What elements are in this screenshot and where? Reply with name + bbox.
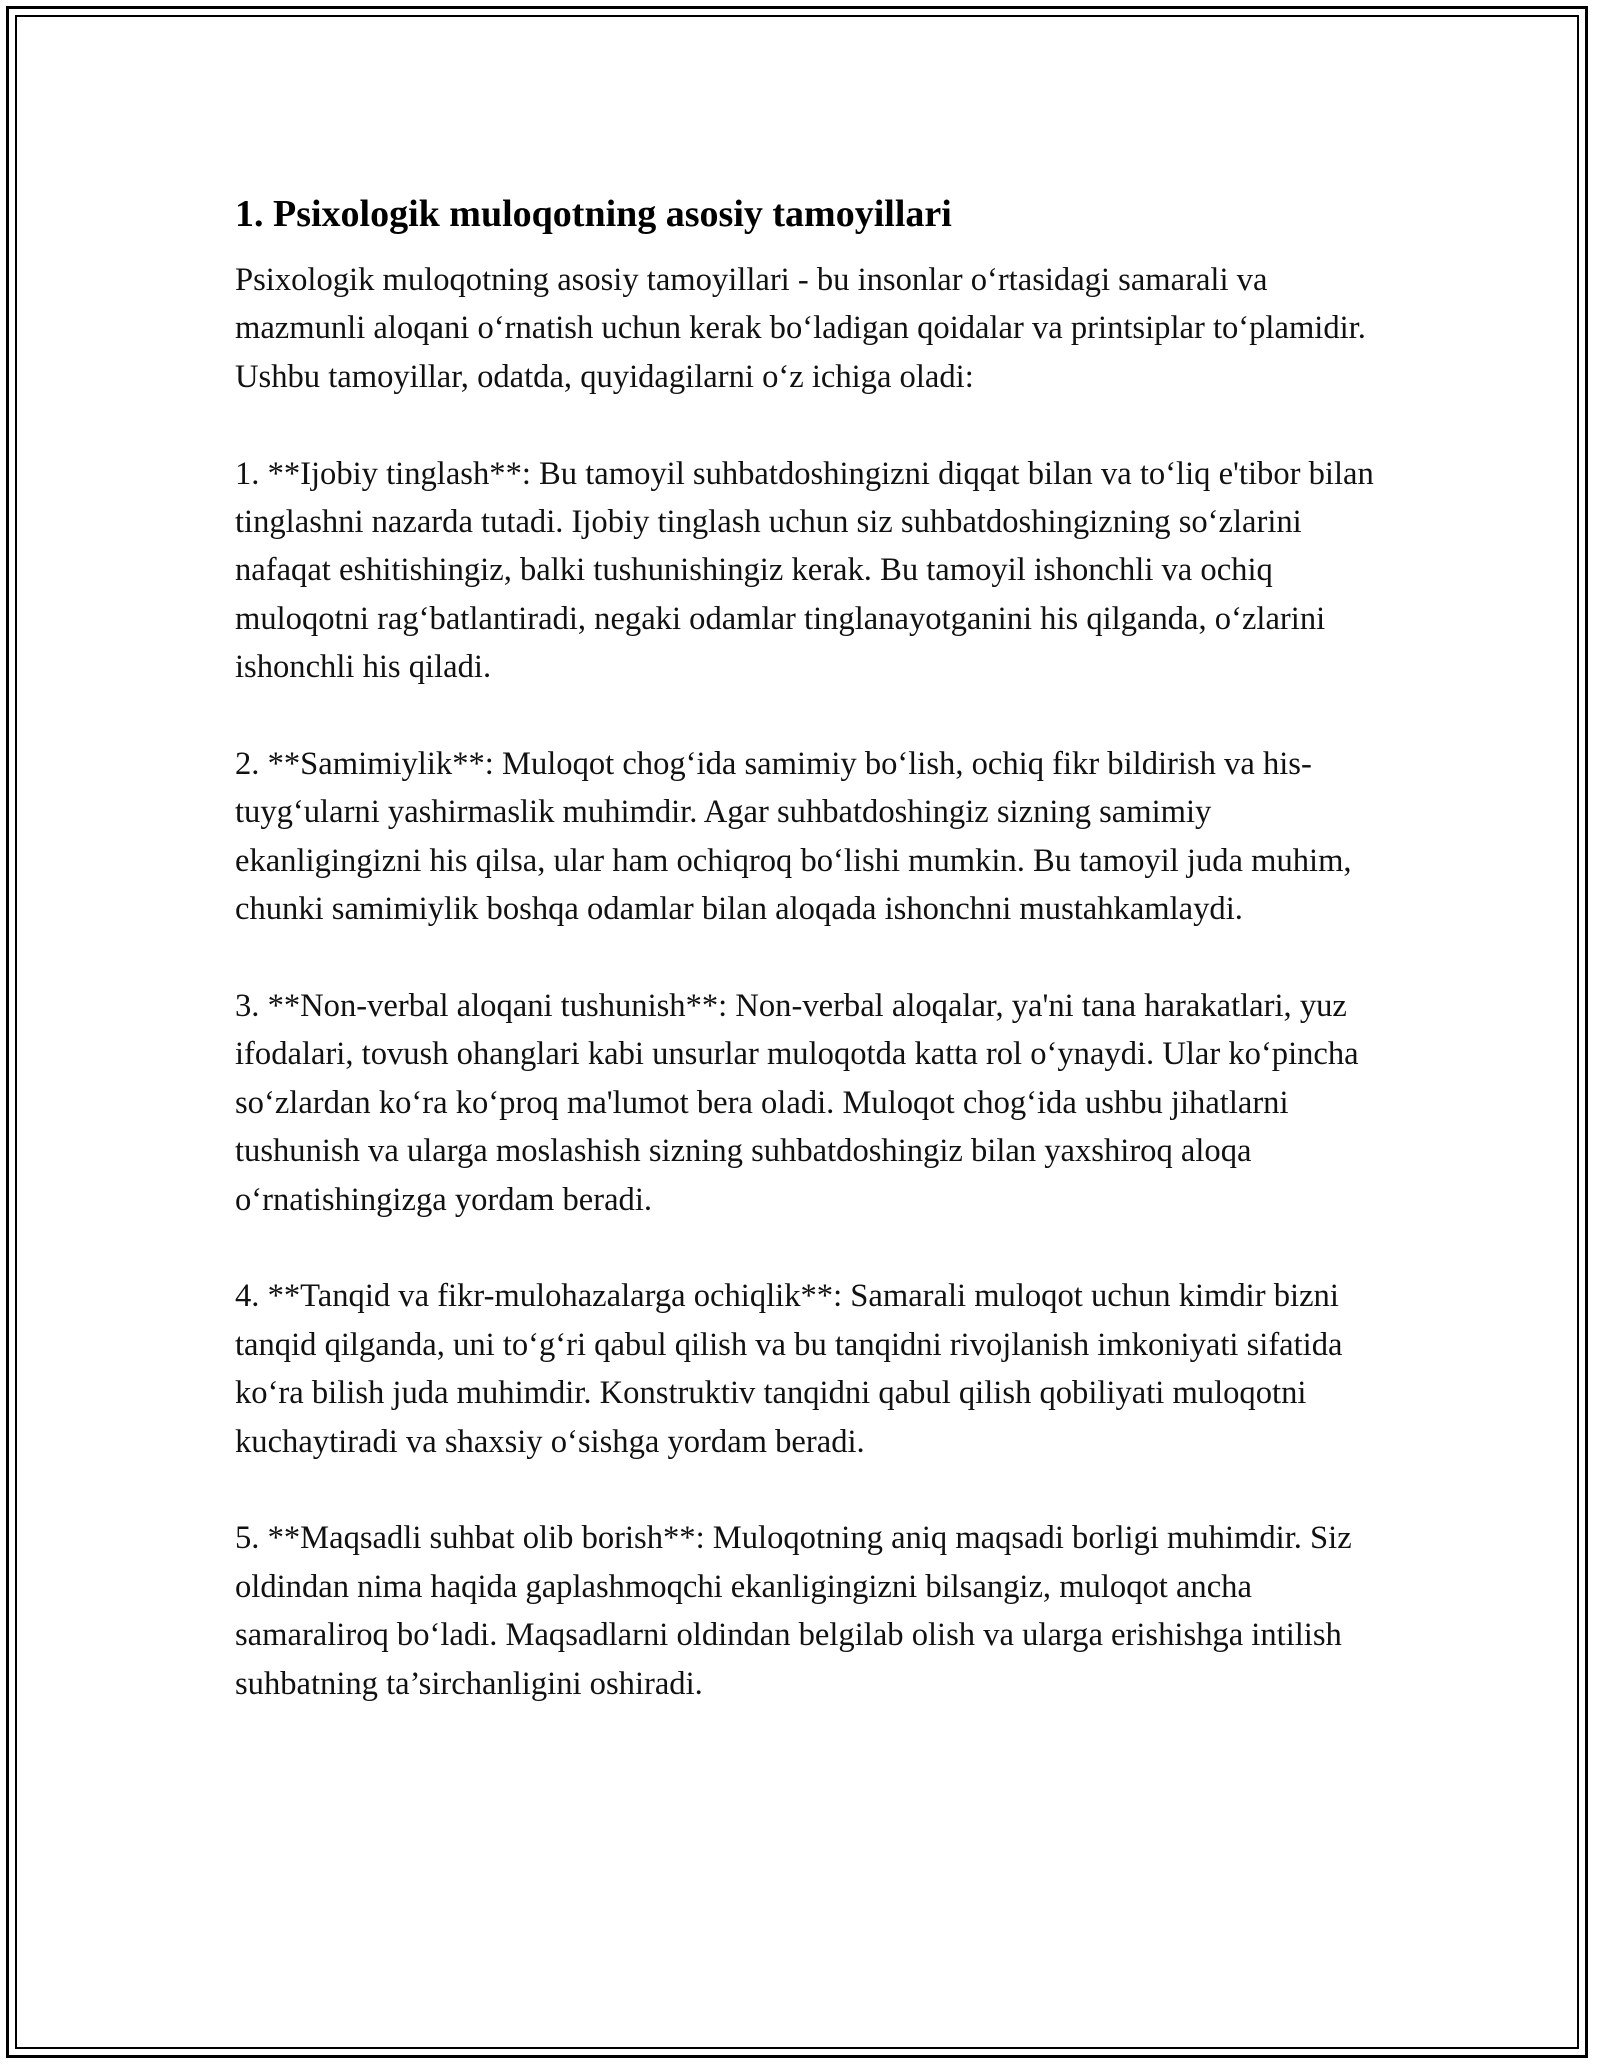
document-content <box>235 186 1385 1708</box>
principle-paragraph-3: 3. **Non-verbal aloqani tushunish**: Non-verbal aloqalar, ya'ni tana harakatlari, yuz ifodalari, tovush ohanglari kabi unsurlar muloqotda katta rol o‘ynaydi. Ular ko‘pincha so‘zlardan ko‘ra ko‘proq ma'lumot bera oladi. Muloqot chog‘ida ushbu jihatlarni tushunish va ularga moslashish sizning suhbatdoshingiz bilan yaxshiroq aloqa o‘rnatishingizga yordam beradi. <box>235 988 1359 1218</box>
principle-paragraph-4: 4. **Tanqid va fikr-mulohazalarga ochiqlik**: Samarali muloqot uchun kimdir bizni tanqid qilganda, uni to‘g‘ri qabul qilish va bu tanqidni rivojlanish imkoniyati sifatida ko‘ra bilish juda muhimdir. Konstruktiv tanqidni qabul qilish qobiliyati muloqotni kuchaytiradi va shaxsiy o‘sishga yordam beradi. <box>235 1278 1343 1460</box>
principle-paragraph-5: 5. **Maqsadli suhbat olib borish**: Muloqotning aniq maqsadi borligi muhimdir. Siz oldindan nima haqida gaplashmoqchi ekanligingizni bilsangiz, muloqot ancha samaraliroq bo‘ladi. Maqsadlarni oldindan belgilab olish va ularga erishishga intilish suhbatning ta’sirchanligini oshiradi. <box>235 1520 1352 1702</box>
principle-paragraph-1: 1. **Ijobiy tinglash**: Bu tamoyil suhbatdoshingizni diqqat bilan va to‘liq e'tibor bilan tinglashni nazarda tutadi. Ijobiy tinglash uchun siz suhbatdoshingizning so‘zlarini nafaqat eshitishingiz, balki tushunishingiz kerak. Bu tamoyil ishonchli va ochiq muloqotni rag‘batlantiradi, negaki odamlar tinglanayotganini his qilganda, o‘zlarini ishonchli his qiladi. <box>235 455 1374 686</box>
intro-paragraph: Psixologik muloqotning asosiy tamoyillari - bu insonlar o‘rtasidagi samarali va mazmunli aloqani o‘rnatish uchun kerak bo‘ladigan qoidalar va printsiplar to‘plamidir. Ushbu tamoyillar, odatda, quyidagilarni o‘z ichiga oladi: <box>235 262 1366 395</box>
section-heading: 1. Psixologik muloqotning asosiy tamoyillari <box>235 193 952 235</box>
principle-paragraph-2: 2. **Samimiylik**: Muloqot chog‘ida samimiy bo‘lish, ochiq fikr bildirish va his-tuyg‘ularni yashirmaslik muhimdir. Agar suhbatdoshingiz sizning samimiy ekanligingizni his qilsa, ular ham ochiqroq bo‘lishi mumkin. Bu tamoyil juda muhim, chunki samimiylik boshqa odamlar bilan aloqada ishonchni mustahkamlaydi. <box>235 746 1352 928</box>
